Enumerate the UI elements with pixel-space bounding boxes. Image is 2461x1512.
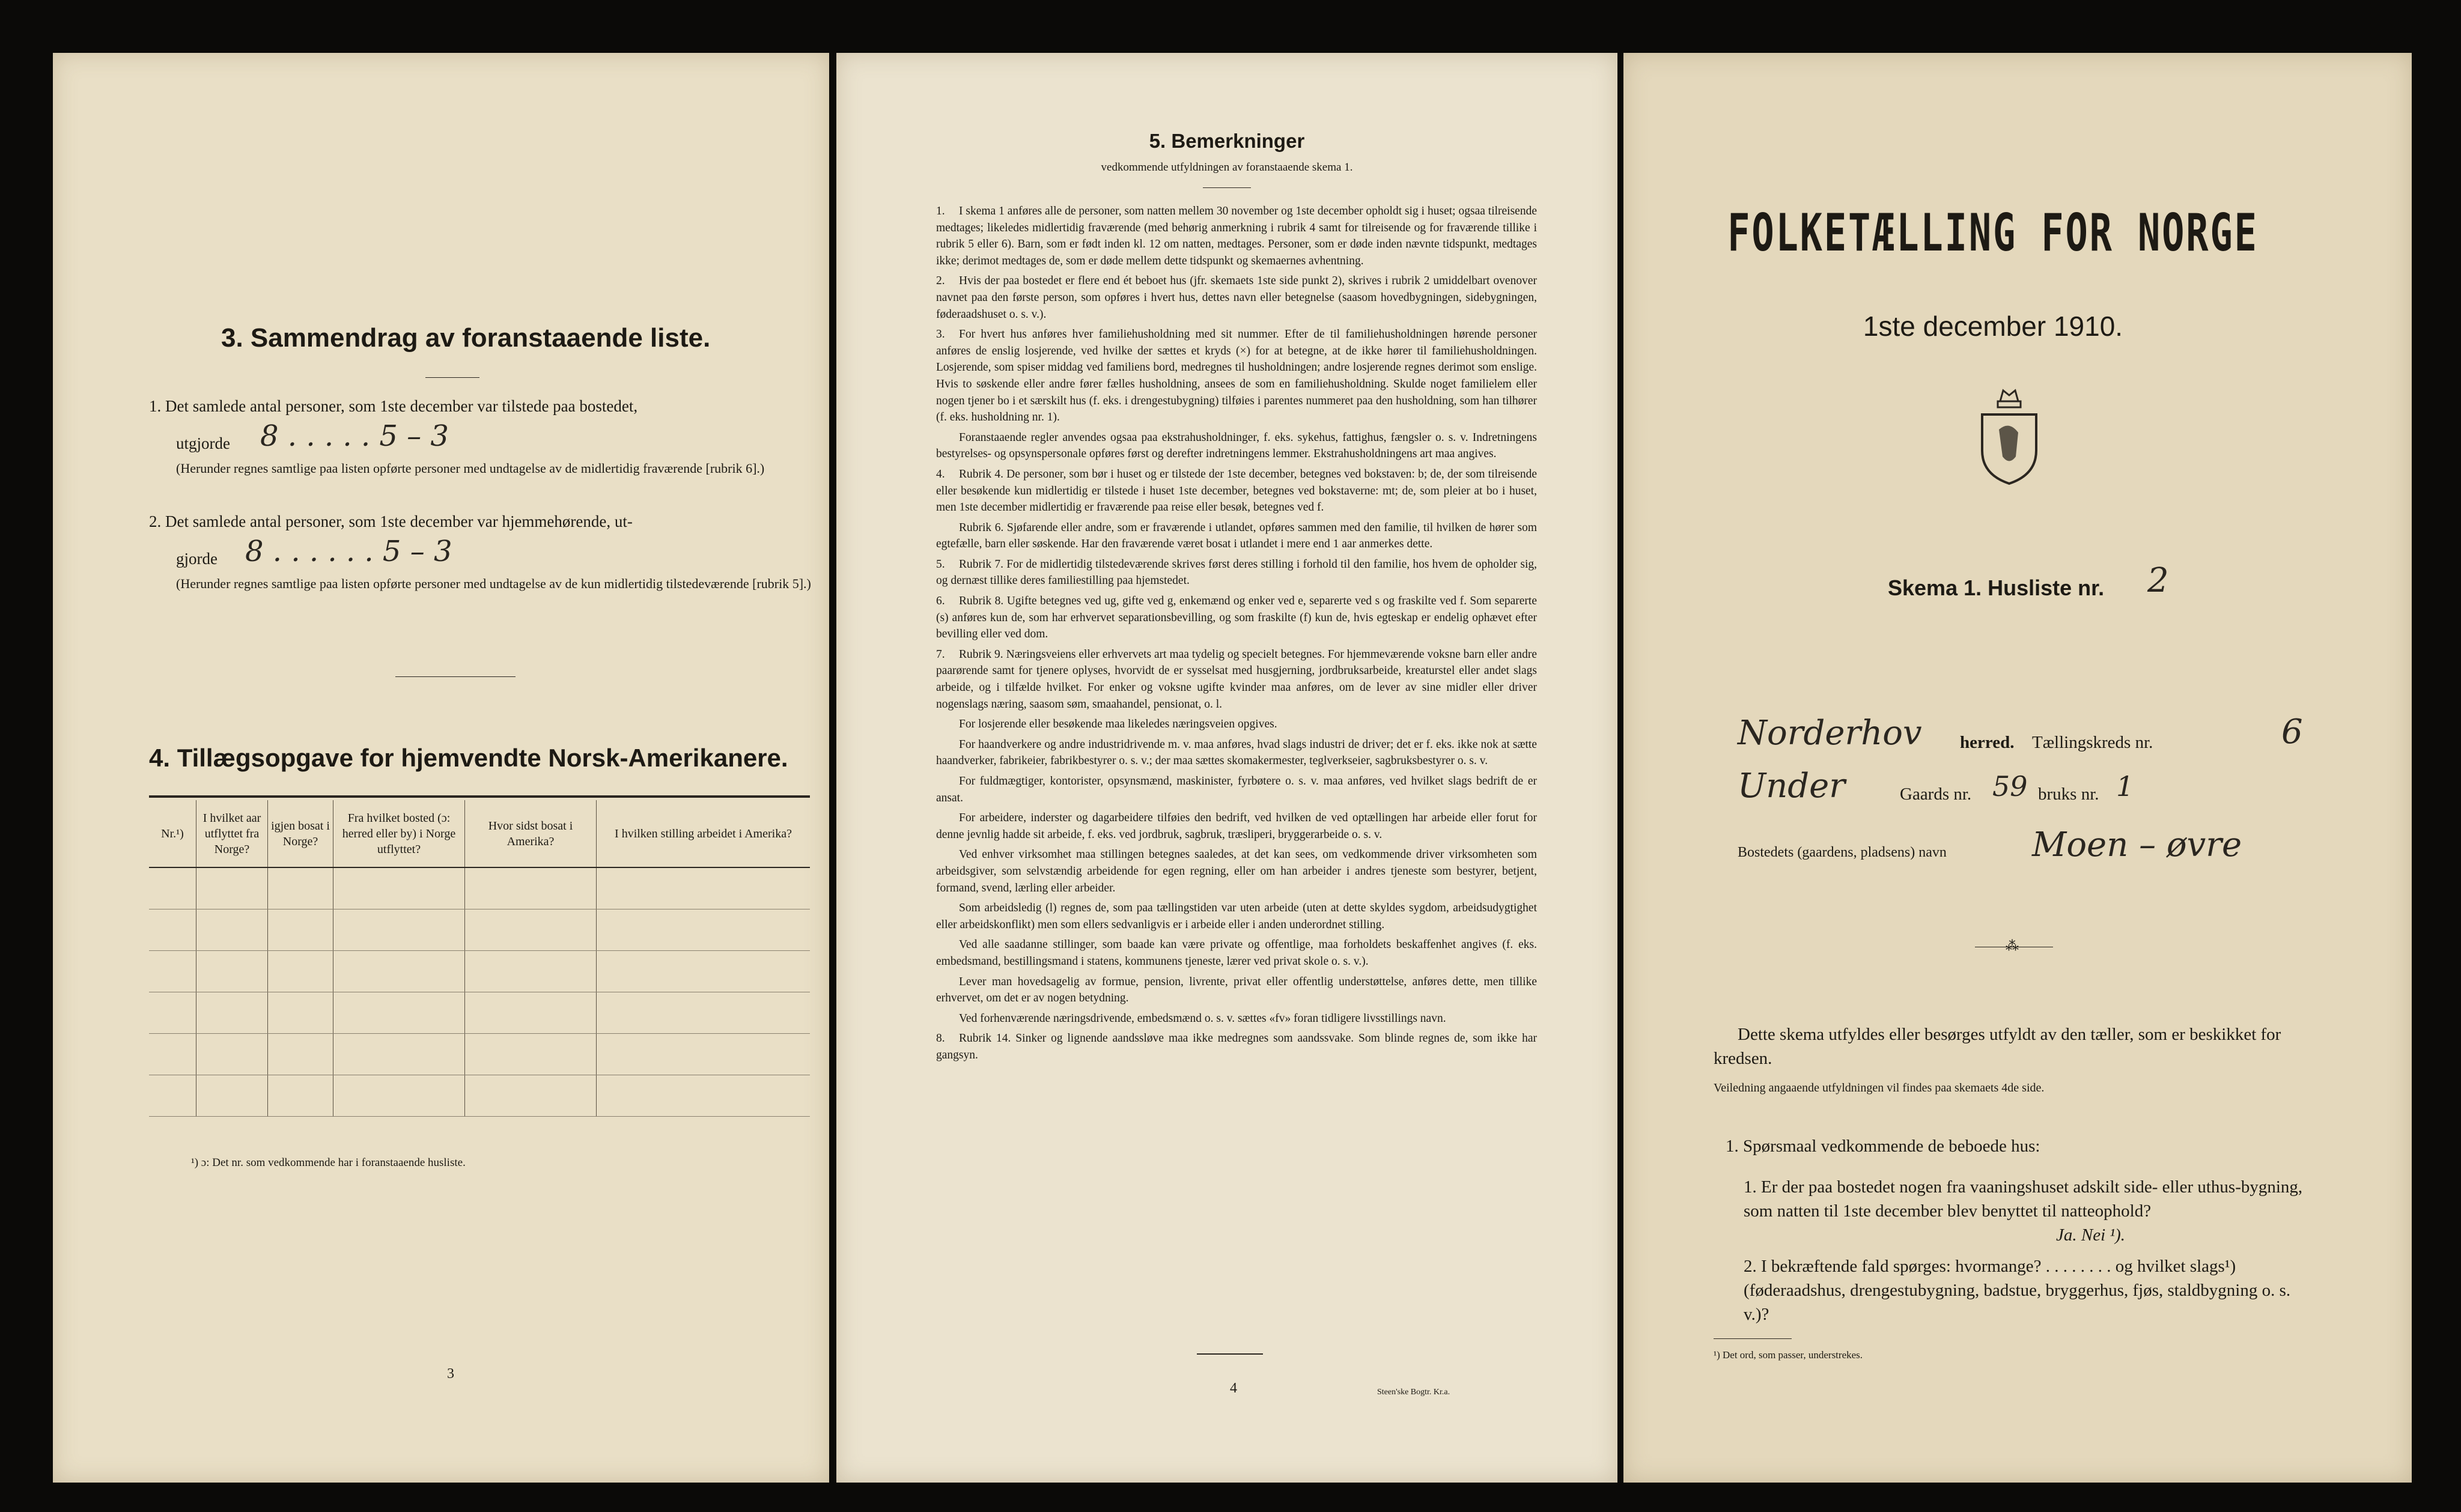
section4-title: 4. Tillægsopgave for hjemvendte Norsk-Amerikanere. [149,744,788,772]
remark-paragraph [936,593,1537,643]
bruks-label: bruks nr. [2038,785,2099,804]
question-2: 2. I bekræftende fald spørges: hvormange? . . . . . . . . og hvilket slags¹) (føderaadshus, drengestubygning, badstue, bryggerhus, fjøs, staldbygning o. s. v.)? [1744,1257,2291,1324]
remarks-title: 5. Bemerkninger [1149,130,1305,152]
remark-paragraph [936,900,1537,933]
remark-paragraph [936,556,1537,589]
col-bosat-amerika: Hvor sidst bosat i Amerika? [465,800,597,867]
page-3 [53,53,829,1483]
remark-text: For hvert hus anføres hver familiehusholdning med sit nummer. Efter de til familiehusholdningen hørende personer anføres de enslig losjerende, ved hvilke der sættes et kryds (×) for at betegne, at de ikke hører til familiehusholdningen. Losjerende, som spiser middag ved familiens bord, medregnes til husholdningen; andre losjerende regnes derimot som enslige. Hvis to søskende eller andre fører fælles husholdning, ansees de som en familiehusholdning. Skulde noget familielem eller nogen tjener bo i et særskilt hus (f. eks. i drengestubygning) tilføies i parentes nummeret paa den husholdning, som han tilhører (f. eks. husholdning nr. 1). [936,328,1537,424]
remark-text: For arbeidere, inderster og dagarbeidere tilføies den bedrift, ved hvilken de ved optællingen har arbeide eller forut for denne jevnlig hadde sit arbeide, f. eks. ved jordbruk, sagbruk, træsliperi, bryggerarbeide o. s. v. [936,812,1537,841]
bosted-label: Bostedets (gaardens, pladsens) navn [1738,845,1947,860]
item2-text: 2. Det samlede antal personer, som 1ste december var hjemmehørende, ut- [149,512,633,530]
item1-label: utgjorde [176,434,230,452]
remark-text: Rubrik 9. Næringsveiens eller erhvervets art maa tydelig og specielt betegnes. For hjemmeværende voksne barn eller andre paarørende samt for tjenere oplyses, hvorvidt de er sysselsat med husgjerning, jordbruksarbeide, kreaturstel eller andet slags arbeide, og i tilfælde hvilket. For enker og voksne ugifte kvinder maa anføres, om de lever av sine midler eller driver nogenslags næring, saasom søm, smaahandel, pensionat, o. l. [936,648,1537,711]
table-row [149,992,810,1034]
remark-paragraph [936,466,1537,516]
remark-number: 7. [936,648,945,661]
remarks-list [936,203,1537,1067]
coat-of-arms-icon [1976,384,2042,487]
ornament-icon: ⁂ [2006,938,2019,953]
remark-number: 2. [936,275,945,288]
item2-label: gjorde [176,550,218,568]
remark-paragraph [936,520,1537,553]
schema-label: Skema 1. Husliste nr. [1888,575,2105,600]
remark-paragraph [936,273,1537,323]
census-date: 1ste december 1910. [1863,311,2123,342]
section3-title: 3. Sammendrag av foranstaaende liste. [221,323,711,353]
kreds-value: 6 [2281,712,2303,751]
intro-text: Dette skema utfyldes eller besørges utfyldt av den tæller, som er beskikket for kredsen. [1714,1025,2281,1068]
page-number: 4 [1230,1380,1237,1396]
divider [425,377,479,378]
remark-number: 1. [936,205,945,217]
remark-paragraph [936,716,1537,733]
gaard-value: Under [1738,767,1846,806]
remark-number: 3. [936,328,945,341]
gaard-nr: 59 [1992,770,2028,803]
remark-text: I skema 1 anføres alle de personer, som natten mellem 30 november og 1ste december opholdt sig i huset; ogsaa tilreisende medtages; likeledes midlertidig fraværende (med behørig anmerkning i rubrik 4 samt for tilreisende og for fraværende tillike i rubrik 5 eller 6). Barn, som er født inden kl. 12 om natten, medtages. Personer, som er døde inden nævnte tidspunkt, medtages ikke; derimot medtages de, som er døde mellem dette tidspunkt og skemaernes avhentning. [936,205,1537,267]
divider [1714,1338,1792,1339]
divider [1203,187,1251,188]
remark-number: 5. [936,557,945,571]
norsk-amerikaner-table [149,800,810,1117]
col-stilling-amerika: I hvilken stilling arbeidet i Amerika? [597,800,811,867]
remark-paragraph [936,937,1537,970]
divider [1197,1353,1263,1355]
remark-paragraph [936,974,1537,1007]
page-1 [1623,53,2412,1483]
item2-note: (Herunder regnes samtlige paa listen opførte personer med undtagelse av de kun midlertidig tilstedeværende [rubrik 5].) [176,576,811,591]
gaard-label: Gaards nr. [1900,785,1972,804]
table-row [149,951,810,992]
kreds-label: Tællingskreds nr. [2032,733,2153,752]
table-row [149,1075,810,1117]
remark-paragraph [936,430,1537,463]
census-title: FOLKETÆLLING FOR NORGE [1727,203,2259,263]
table-top-rule [149,795,810,798]
table-row [149,867,810,909]
item1-text: 1. Det samlede antal personer, som 1ste december var tilstede paa bostedet, [149,397,638,415]
question-1-answer: Ja. Nei ¹). [2056,1225,2125,1245]
remark-number: 4. [936,467,945,481]
herred-value: Norderhov [1738,714,1922,753]
bosted-value: Moen – øvre [2032,825,2242,864]
remark-number: 8. [936,1032,945,1045]
remark-text: For fuldmægtiger, kontorister, opsynsmænd, maskinister, fyrbøtere o. s. v. maa anføres, ved hvilket slags bedrift de er ansat. [936,775,1537,804]
table-row [149,1034,810,1075]
remark-text: Rubrik 4. De personer, som bør i huset og er tilstede der 1ste december, betegnes ved bokstaven: b; de, der som tilreisende eller besøkende kun midlertidig er tilstede i huset 1ste december, betegnes ved bokstaverne: mt; de, som pleier at bo i huset, men 1ste december midlertidig er fraværende paa reise eller besøk, betegnes ved f. [936,467,1537,514]
remark-paragraph [936,810,1537,843]
remark-paragraph [936,203,1537,269]
divider [395,676,516,677]
page-4 [836,53,1617,1483]
footnote: ¹) ɔ: Det nr. som vedkommende har i foranstaaende husliste. [191,1156,466,1169]
remark-text: For haandverkere og andre industridrivende m. v. maa anføres, hvad slags industri de driver; det er f. eks. ikke nok at sætte haandverker, fabrikeier, fabrikbestyrer o. s. v.; der maa sættes skomakermester, teglverkseier, sagbruksbestyrer o. s. v. [936,738,1537,768]
item2-value: 8 . . . . . . 5 – 3 [245,535,452,568]
item1-note: (Herunder regnes samtlige paa listen opførte personer med undtagelse av de midlertidig fraværende [rubrik 6].) [176,461,765,476]
remark-number: 6. [936,595,945,608]
remark-paragraph [936,846,1537,896]
col-igjen-bosat: igjen bosat i Norge? [268,800,333,867]
remark-text: Hvis der paa bostedet er flere end ét beboet hus (jfr. skemaets 1ste side punkt 2), skrives i rubrik 2 umiddelbart ovenover navnet paa den første person, som opføres i hvert hus, dettes navn eller betegnelse (saasom hovedbygningen, sidebygningen, føderaadshuset o. s. v.). [936,275,1537,321]
remark-paragraph [936,1030,1537,1063]
remark-text: Foranstaaende regler anvendes ogsaa paa ekstrahusholdninger, f. eks. sykehus, fattighus, fængsler o. s. v. Indretningens bestyrelses- og opsynspersonale opføres først og derefter indretningens lemmer. Ekstrahusholdningens art maa angives. [936,431,1537,461]
question-section-title: 1. Spørsmaal vedkommende de beboede hus: [1726,1137,2040,1156]
herred-label: herred. [1960,733,2015,752]
remark-text: For losjerende eller besøkende maa likeledes næringsveien opgives. [959,718,1277,731]
remark-text: Rubrik 14. Sinker og lignende aandssløve maa ikke medregnes som aandssvake. Som blinde regnes de, som ikke har gangsyn. [936,1032,1537,1061]
remark-text: Rubrik 8. Ugifte betegnes ved ug, gifte ved g, enkemænd og enker ved e, separerte ved s og fraskilte ved f. Som separerte (s) anføres kun de, som har erhvervet separationsbevilling, og som fraskilte (f) kun de, hvis egteskap er endelig ophævet efter bevilling eller ved dom. [936,595,1537,641]
remark-text: Lever man hovedsagelig av formue, pension, livrente, privat eller offentlig understøttelse, anføres dette, men tillike erhvervet, om det er av nogen betydning. [936,975,1537,1005]
remark-paragraph [936,736,1537,770]
remarks-subtitle: vedkommende utfyldningen av foranstaaende skema 1. [1101,161,1353,174]
footnote: ¹) Det ord, som passer, understrekes. [1714,1349,1863,1361]
table-row [149,909,810,951]
remark-text: Ved alle saadanne stillinger, som baade kan være private og offentlige, maa forholdets beskaffenhet angives (f. eks. embedsmand, bestillingsmand i statens, kommunens tjeneste, lærer ved privat skole o. s. v.). [936,938,1537,968]
remark-text: Ved enhver virksomhet maa stillingen betegnes saaledes, at det kan sees, om vedkommende driver virksomheten som arbeidsgiver, som selvstændig arbeidende for egen regning, eller om han arbeider i andres tjeneste som bestyrer, betjent, formand, svend, lærling eller arbeider. [936,848,1537,894]
remark-paragraph [936,326,1537,426]
printer-mark: Steen'ske Bogtr. Kr.a. [1377,1388,1450,1397]
remark-paragraph [936,773,1537,806]
remark-text: Rubrik 6. Sjøfarende eller andre, som er fraværende i utlandet, opføres sammen med den familie, til hvilken de hører som egtefælle, barn eller søskende. Har den fraværende været bosat i utlandet i mere end 1 aar anmerkes dette. [936,521,1537,551]
remark-text: Rubrik 7. For de midlertidig tilstedeværende skrives først deres stilling i forhold til den familie, hos hvem de opholder sig, og dernæst tillike deres familiestilling paa hjemstedet. [936,557,1537,587]
husliste-nr: 2 [2147,561,2169,600]
col-bosted-norge: Fra hvilket bosted (ɔ: herred eller by) i Norge utflyttet? [333,800,465,867]
remark-text: Ved forhenværende næringsdrivende, embedsmænd o. s. v. sættes «fv» foran tidligere livsstillings navn. [959,1012,1446,1025]
question-1: 1. Er der paa bostedet nogen fra vaaningshuset adskilt side- eller uthus-bygning, som natten til 1ste december blev benyttet til natteophold? [1744,1177,2303,1221]
col-nr: Nr.¹) [149,800,196,867]
remark-paragraph [936,646,1537,712]
bruks-nr: 1 [2116,770,2134,803]
page-number: 3 [447,1366,454,1382]
veiledning-text: Veiledning angaaende utfyldningen vil findes paa skemaets 4de side. [1714,1081,2045,1095]
remark-text: Som arbeidsledig (l) regnes de, som paa tællingstiden var uten arbeide (uten at dette skyldes sygdom, arbeidsudygtighet eller arbeidskonflikt) men som ellers sedvanligvis er i arbeide eller i anden underordnet stilling. [936,902,1537,931]
item1-value: 8 . . . . . 5 – 3 [260,419,449,453]
remark-paragraph [936,1010,1537,1027]
col-utflyttet: I hvilket aar utflyttet fra Norge? [196,800,268,867]
